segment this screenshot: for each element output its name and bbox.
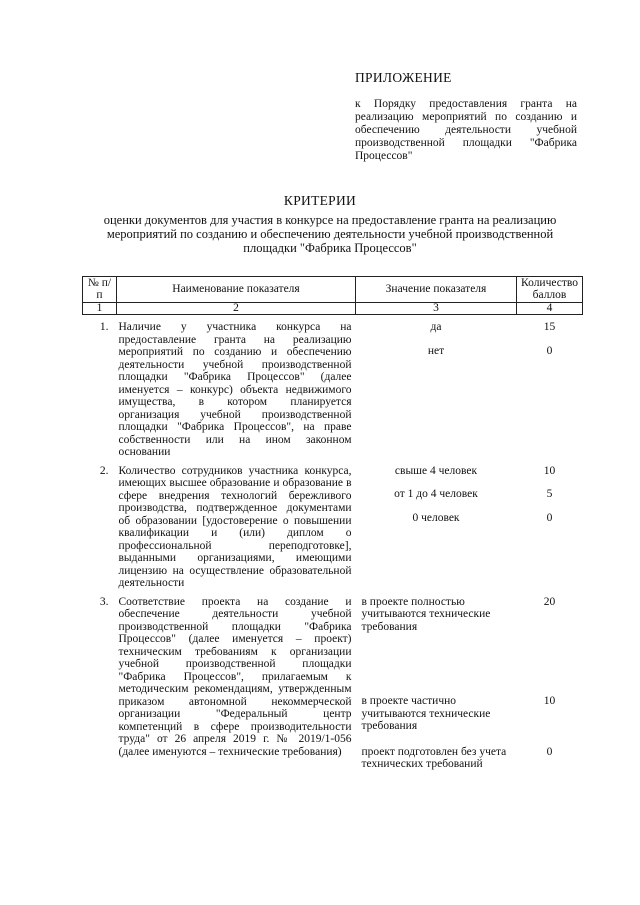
indicator-values [356, 315, 517, 459]
points-values [517, 315, 583, 459]
points-values [517, 590, 583, 771]
indicator-value: от 1 до 4 человек [394, 488, 478, 500]
indicator-value: проект подготовлен без учета технических требований [361, 745, 507, 770]
table-row [83, 590, 583, 771]
column-number: 3 [356, 303, 517, 315]
points-value: 20 [543, 595, 556, 608]
indicator-name: Количество сотрудников участника конкурса, имеющих высшее образование и образование в сфере внедрения технологий бережливого производства, подтвержденное документами об образовании [удостоверение о повышении квалификации и (или) диплом о профессиональной переподготовке], выданными организациями, имеющими лицензию на осуществление образовательной деятельности [118, 464, 352, 589]
indicator-name: Наличие у участника конкурса на предоставление гранта на реализацию мероприятий по созданию и обеспечению деятельности учебной производственной площадки "Фабрика Процессов" (далее именуется – конкурс) объекта недвижимого имущества, в котором планируется организация учебной производственной площадки "Фабрика Процессов", на праве собственности или на ином законном основании [118, 321, 352, 458]
points-value: 0 [546, 745, 553, 758]
document-subtitle: оценки документов для участия в конкурсе на предоставление гранта на реализацию мероприятий по созданию и обеспечению деятельности учебной производственной площадки "Фабрика Процессов" [103, 213, 557, 255]
appendix-reference: к Порядку предоставления гранта на реализацию мероприятий по созданию и обеспечению деятельности учебной производственной площадки "Фабрика Процессов" [355, 98, 577, 162]
points-value: 10 [543, 464, 556, 477]
table-row [83, 315, 583, 459]
indicator-value: нет [427, 344, 445, 357]
header-points: Количество баллов [517, 277, 583, 303]
criteria-table [82, 276, 583, 771]
points-value: 10 [543, 695, 556, 707]
table-row [83, 459, 583, 590]
indicator-name: Соответствие проекта на создание и обеспечение деятельности учебной производственной площадки "Фабрика Процессов" (далее именуется – проект) техническим требованиям к организации учебной производственной площадки "Фабрика Процессов", прилагаемым к методическим рекомендациям, утвержденным приказом автономной некоммерческой организации "Федеральный центр компетенций в сфере производительности труда" от 26 апреля 2019 г. № 2019/1-056 (далее именуются – технические требования) [118, 595, 352, 758]
indicator-values [356, 590, 517, 771]
row-number: 1. [99, 321, 109, 333]
header-indicator-name: Наименование показателя [117, 277, 356, 303]
points-value: 15 [543, 321, 556, 333]
indicator-value: свыше 4 человек [394, 464, 478, 477]
header-indicator-value: Значение показателя [356, 277, 517, 303]
document-title: КРИТЕРИИ [283, 193, 357, 208]
points-value: 0 [546, 511, 553, 524]
indicator-values [356, 459, 517, 590]
indicator-value: в проекте частично учитываются технические требования [361, 695, 491, 732]
column-number: 4 [517, 303, 583, 315]
row-number: 3. [99, 595, 109, 608]
column-number: 2 [117, 303, 356, 315]
indicator-value: 0 человек [412, 511, 460, 524]
column-number: 1 [83, 303, 117, 315]
indicator-value: да [430, 321, 442, 333]
points-values [517, 459, 583, 590]
points-value: 0 [546, 344, 553, 357]
header-number: № п/п [83, 277, 117, 303]
header-row [83, 277, 583, 303]
row-number: 2. [99, 464, 109, 477]
indicator-value: в проекте полностью учитываются технические требования [361, 595, 491, 633]
column-number-row [83, 303, 583, 315]
points-value: 5 [546, 488, 553, 500]
appendix-title: ПРИЛОЖЕНИЕ [355, 70, 452, 85]
